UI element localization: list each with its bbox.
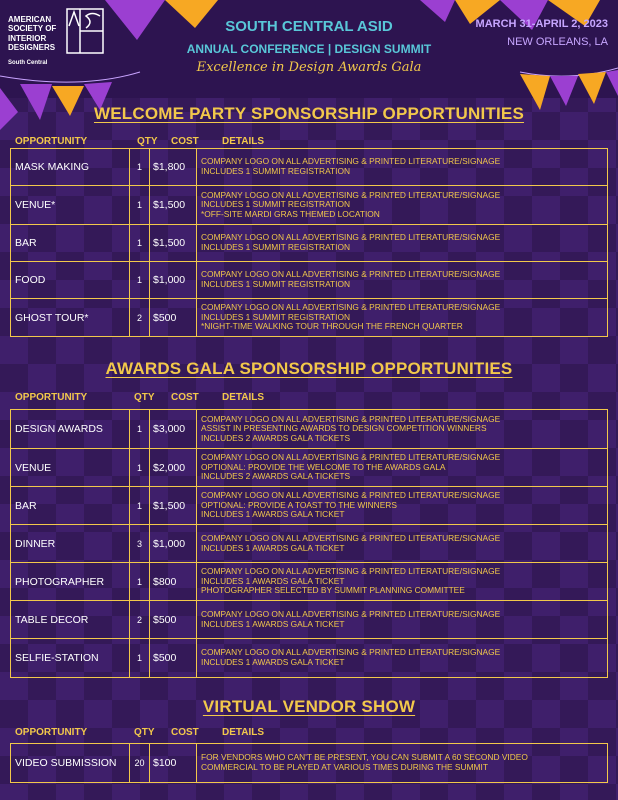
- details-cell: COMPANY LOGO ON ALL ADVERTISING & PRINTED LITERATURE/SIGNAGE INCLUDES 1 SUMMIT REGISTRATION: [197, 225, 608, 262]
- conference-title: SOUTH CENTRAL ASID: [225, 18, 393, 35]
- details-cell: COMPANY LOGO ON ALL ADVERTISING & PRINTED LITERATURE/SIGNAGE INCLUDES 1 SUMMIT REGISTRATION: [197, 262, 608, 299]
- table-row: [11, 262, 608, 299]
- cost-value: $500: [150, 639, 197, 678]
- section-title: AWARDS GALA SPONSORSHIP OPPORTUNITIES: [105, 359, 513, 378]
- gala-title: Excellence in Design Awards Gala: [196, 60, 422, 75]
- opportunity-name: TABLE DECOR: [11, 601, 130, 639]
- table-row: [11, 525, 608, 563]
- details-cell: COMPANY LOGO ON ALL ADVERTISING & PRINTED LITERATURE/SIGNAGE OPTIONAL: PROVIDE A TOAST TO THE WINNERS INCLUDES 1 AWARDS GALA TICKET: [197, 487, 608, 525]
- cost-value: $1,000: [150, 262, 197, 299]
- table-row: [11, 449, 608, 487]
- opportunity-name: BAR: [11, 225, 130, 262]
- col-opportunity: OPPORTUNITY: [15, 392, 88, 403]
- qty-value: 1: [130, 262, 150, 299]
- opportunity-name: MASK MAKING: [11, 149, 130, 186]
- qty-value: 3: [130, 525, 150, 563]
- qty-value: 1: [130, 563, 150, 601]
- section-title: VIRTUAL VENDOR SHOW: [202, 697, 416, 716]
- opportunity-name: VENUE: [11, 449, 130, 487]
- details-cell: COMPANY LOGO ON ALL ADVERTISING & PRINTED LITERATURE/SIGNAGE OPTIONAL: PROVIDE THE WELCOME TO THE AWARDS GALA INCLUDES 2 AWARDS GALA TICKETS: [197, 449, 608, 487]
- opportunity-name: DESIGN AWARDS: [11, 410, 130, 449]
- cost-value: $2,000: [150, 449, 197, 487]
- conference-subtitle: ANNUAL CONFERENCE | DESIGN SUMMIT: [186, 42, 432, 56]
- opportunity-name: SELFIE-STATION: [11, 639, 130, 678]
- details-cell: COMPANY LOGO ON ALL ADVERTISING & PRINTED LITERATURE/SIGNAGE INCLUDES 1 AWARDS GALA TICKET: [197, 639, 608, 678]
- org-subtitle: South Central: [8, 60, 48, 66]
- details-cell: COMPANY LOGO ON ALL ADVERTISING & PRINTED LITERATURE/SIGNAGE INCLUDES 1 SUMMIT REGISTRATION *NIGHT-TIME WALKING TOUR THROUGH THE FRENCH QUARTER: [197, 299, 608, 337]
- col-cost: COST: [171, 392, 199, 403]
- cost-value: $1,000: [150, 525, 197, 563]
- table-row: [11, 225, 608, 262]
- qty-value: 1: [130, 639, 150, 678]
- qty-value: 1: [130, 487, 150, 525]
- cost-value: $1,500: [150, 487, 197, 525]
- table-row: [11, 563, 608, 601]
- qty-value: 1: [130, 225, 150, 262]
- cost-value: $100: [150, 744, 197, 783]
- event-location: NEW ORLEANS, LA: [507, 36, 608, 48]
- col-qty: QTY: [137, 136, 158, 147]
- table-row: [11, 744, 608, 783]
- qty-value: 2: [130, 601, 150, 639]
- qty-value: 20: [130, 744, 150, 783]
- details-cell: COMPANY LOGO ON ALL ADVERTISING & PRINTED LITERATURE/SIGNAGE INCLUDES 1 AWARDS GALA TICKET: [197, 601, 608, 639]
- cost-value: $500: [150, 299, 197, 337]
- table-row: [11, 410, 608, 449]
- opportunity-name: PHOTOGRAPHER: [11, 563, 130, 601]
- table-row: [11, 299, 608, 337]
- table-row: [11, 186, 608, 225]
- qty-value: 1: [130, 410, 150, 449]
- details-cell: COMPANY LOGO ON ALL ADVERTISING & PRINTED LITERATURE/SIGNAGE INCLUDES 1 SUMMIT REGISTRATION: [197, 149, 608, 186]
- col-cost: COST: [171, 136, 199, 147]
- opportunity-name: BAR: [11, 487, 130, 525]
- awards-gala-table: [10, 409, 608, 678]
- welcome-party-table: [10, 148, 608, 337]
- opportunity-name: VIDEO SUBMISSION: [11, 744, 130, 783]
- qty-value: 1: [130, 449, 150, 487]
- col-qty: QTY: [134, 392, 155, 403]
- qty-value: 1: [130, 149, 150, 186]
- opportunity-name: GHOST TOUR*: [11, 299, 130, 337]
- table-row: [11, 487, 608, 525]
- col-opportunity: OPPORTUNITY: [15, 727, 88, 738]
- cost-value: $500: [150, 601, 197, 639]
- col-qty: QTY: [134, 727, 155, 738]
- opportunity-name: VENUE*: [11, 186, 130, 225]
- org-name: AMERICAN SOCIETY OF INTERIOR DESIGNERS: [8, 15, 57, 52]
- col-details: DETAILS: [222, 136, 265, 147]
- table-row: [11, 639, 608, 678]
- cost-value: $3,000: [150, 410, 197, 449]
- col-cost: COST: [171, 727, 199, 738]
- col-opportunity: OPPORTUNITY: [15, 136, 88, 147]
- table-row: [11, 601, 608, 639]
- section-title: WELCOME PARTY SPONSORSHIP OPPORTUNITIES: [93, 104, 525, 123]
- details-cell: FOR VENDORS WHO CAN'T BE PRESENT, YOU CAN SUBMIT A 60 SECOND VIDEO COMMERCIAL TO BE PLAYED AT VARIOUS TIMES DURING THE SUMMIT: [197, 744, 608, 783]
- cost-value: $1,500: [150, 186, 197, 225]
- cost-value: $1,800: [150, 149, 197, 186]
- details-cell: COMPANY LOGO ON ALL ADVERTISING & PRINTED LITERATURE/SIGNAGE INCLUDES 1 SUMMIT REGISTRATION *OFF-SITE MARDI GRAS THEMED LOCATION: [197, 186, 608, 225]
- event-dates: MARCH 31-APRIL 2, 2023: [475, 18, 608, 30]
- qty-value: 1: [130, 186, 150, 225]
- qty-value: 2: [130, 299, 150, 337]
- cost-value: $800: [150, 563, 197, 601]
- vendor-show-table: [10, 743, 608, 783]
- table-row: [11, 149, 608, 186]
- opportunity-name: DINNER: [11, 525, 130, 563]
- opportunity-name: FOOD: [11, 262, 130, 299]
- cost-value: $1,500: [150, 225, 197, 262]
- details-cell: COMPANY LOGO ON ALL ADVERTISING & PRINTED LITERATURE/SIGNAGE INCLUDES 1 AWARDS GALA TICKET PHOTOGRAPHER SELECTED BY SUMMIT PLANNING COMMITTEE: [197, 563, 608, 601]
- col-details: DETAILS: [222, 727, 265, 738]
- col-details: DETAILS: [222, 392, 265, 403]
- details-cell: COMPANY LOGO ON ALL ADVERTISING & PRINTED LITERATURE/SIGNAGE ASSIST IN PRESENTING AWARDS TO DESIGN COMPETITION WINNERS INCLUDES 2 AWARDS GALA TICKETS: [197, 410, 608, 449]
- details-cell: COMPANY LOGO ON ALL ADVERTISING & PRINTED LITERATURE/SIGNAGE INCLUDES 1 AWARDS GALA TICKET: [197, 525, 608, 563]
